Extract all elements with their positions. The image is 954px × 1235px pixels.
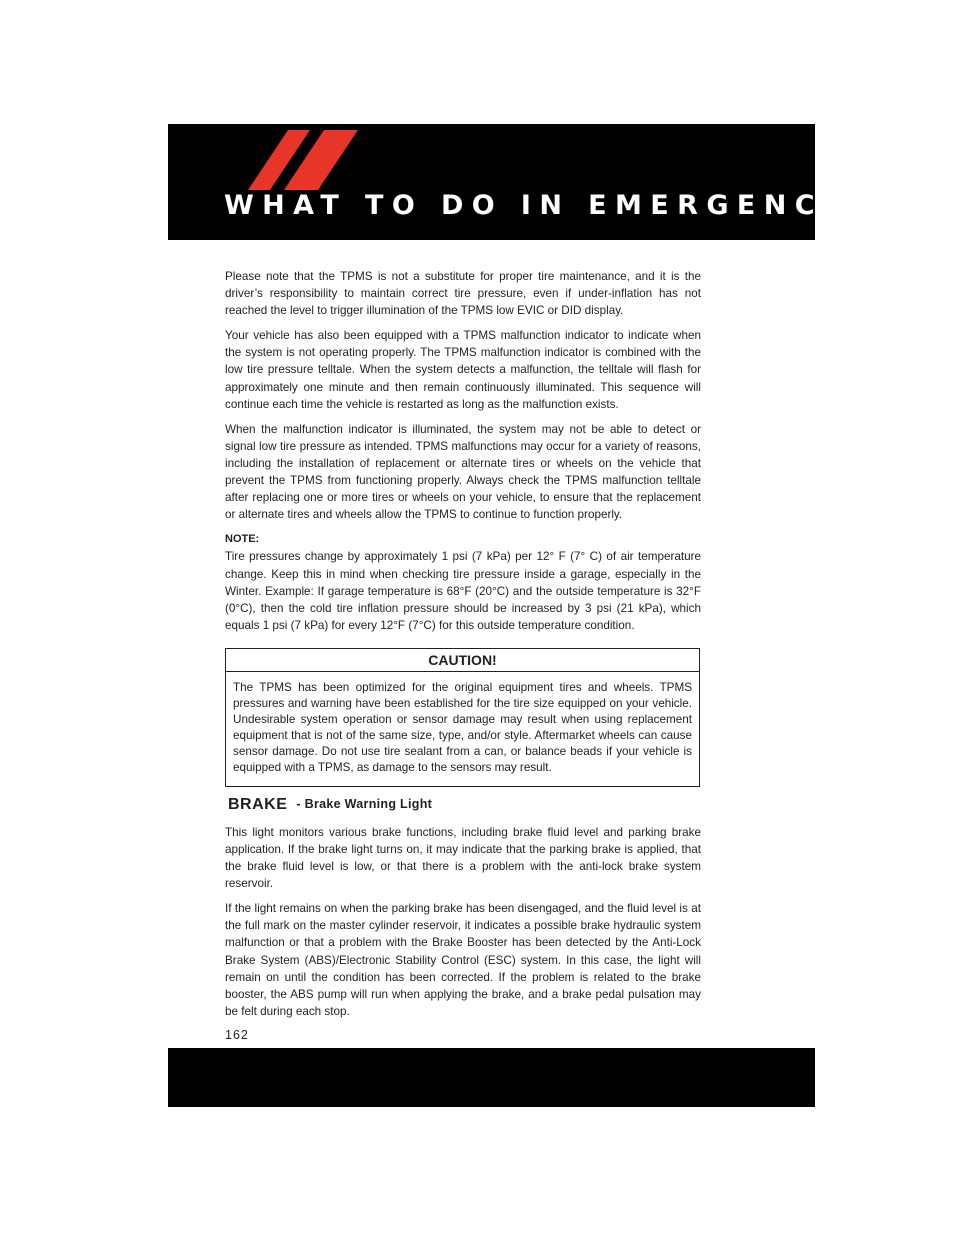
- brake-warning-icon: BRAKE: [228, 796, 288, 814]
- paragraph-malfunction-illuminated: When the malfunction indicator is illuminated, the system may not be able to detect or signal low tire pressure as intended. TPMS malfunctions may occur for a variety of reasons, including the installation of replacement or alternate tires or wheels on the vehicle that prevent the TPMS from functioning properly. Always check the TPMS malfunction telltale after replacing one or more tires or wheels on your vehicle, to ensure that the replacement or alternate tires and wheels allow the TPMS to continue to function properly.: [225, 422, 701, 522]
- caution-title: CAUTION!: [226, 649, 699, 672]
- brake-warning-heading: [225, 795, 701, 815]
- paragraph-brake-functions: This light monitors various brake functions, including brake fluid level and parking brake application. If the brake light turns on, it may indicate that the parking brake is applied, that the brake fluid level is low, or that there is a problem with the anti-lock brake system reservoir.: [225, 825, 701, 891]
- brake-warning-title: - Brake Warning Light: [296, 797, 433, 812]
- caution-text: The TPMS has been optimized for the original equipment tires and wheels. TPMS pressures and warning have been established for the tire size equipped on your vehicle. Undesirable system operation or sensor damage may result when using replacement equipment that is not of the same size, type, and/or style. Aftermarket wheels can cause sensor damage. Do not use tire sealant from a can, or balance beads if your vehicle is equipped with a TPMS, as damage to the sensors may result.: [233, 680, 692, 774]
- paragraph-brake-hydraulic: If the light remains on when the parking brake has been disengaged, and the fluid level is at the full mark on the master cylinder reservoir, it indicates a possible brake hydraulic system malfunction or that a problem with the Brake Booster has been detected by the Anti-Lock Brake System (ABS)/Electronic Stability Control (ESC) system. In this case, the light will remain on until the condition has been corrected. If the problem is related to the brake booster, the ABS pump will run when applying the brake, and a brake pedal pulsation may be felt during each stop.: [225, 902, 701, 1018]
- note-label: NOTE:: [225, 533, 260, 546]
- chapter-title: WHAT TO DO IN EMERGENCIES: [224, 190, 897, 221]
- chapter-header: [168, 124, 897, 240]
- page-content: [225, 268, 701, 1028]
- caution-box: [225, 648, 700, 787]
- paragraph-tpms-maintenance: Please note that the TPMS is not a substitute for proper tire maintenance, and it is the driver’s responsibility to maintain correct tire pressure, even if under-inflation has not reached the level to trigger illumination of the TPMS low EVIC or DID display.: [225, 270, 701, 318]
- paragraph-tpms-malfunction-indicator: Your vehicle has also been equipped with a TPMS malfunction indicator to indicate when the system is not operating properly. The TPMS malfunction indicator is combined with the low tire pressure telltale. When the system detects a malfunction, the telltale will flash for approximately one minute and then remain continuously illuminated. This sequence will continue each time the vehicle is restarted as long as the malfunction exists.: [225, 329, 701, 411]
- page-number: 162: [225, 1028, 249, 1042]
- note-text: Tire pressures change by approximately 1 psi (7 kPa) per 12° F (7° C) of air temperature change. Keep this in mind when checking tire pressure inside a garage, especially in the Winter. Example: If garage temperature is 68°F (20°C) and the outside temperature is 32°F (0°C), then the cold tire inflation pressure should be increased by 3 psi (21 kPa), which equals 1 psi (7 kPa) for every 12°F (7°C) for this outside temperature condition.: [225, 550, 701, 632]
- brand-stripes-icon: [248, 130, 358, 190]
- footer-bar: [168, 1048, 815, 1107]
